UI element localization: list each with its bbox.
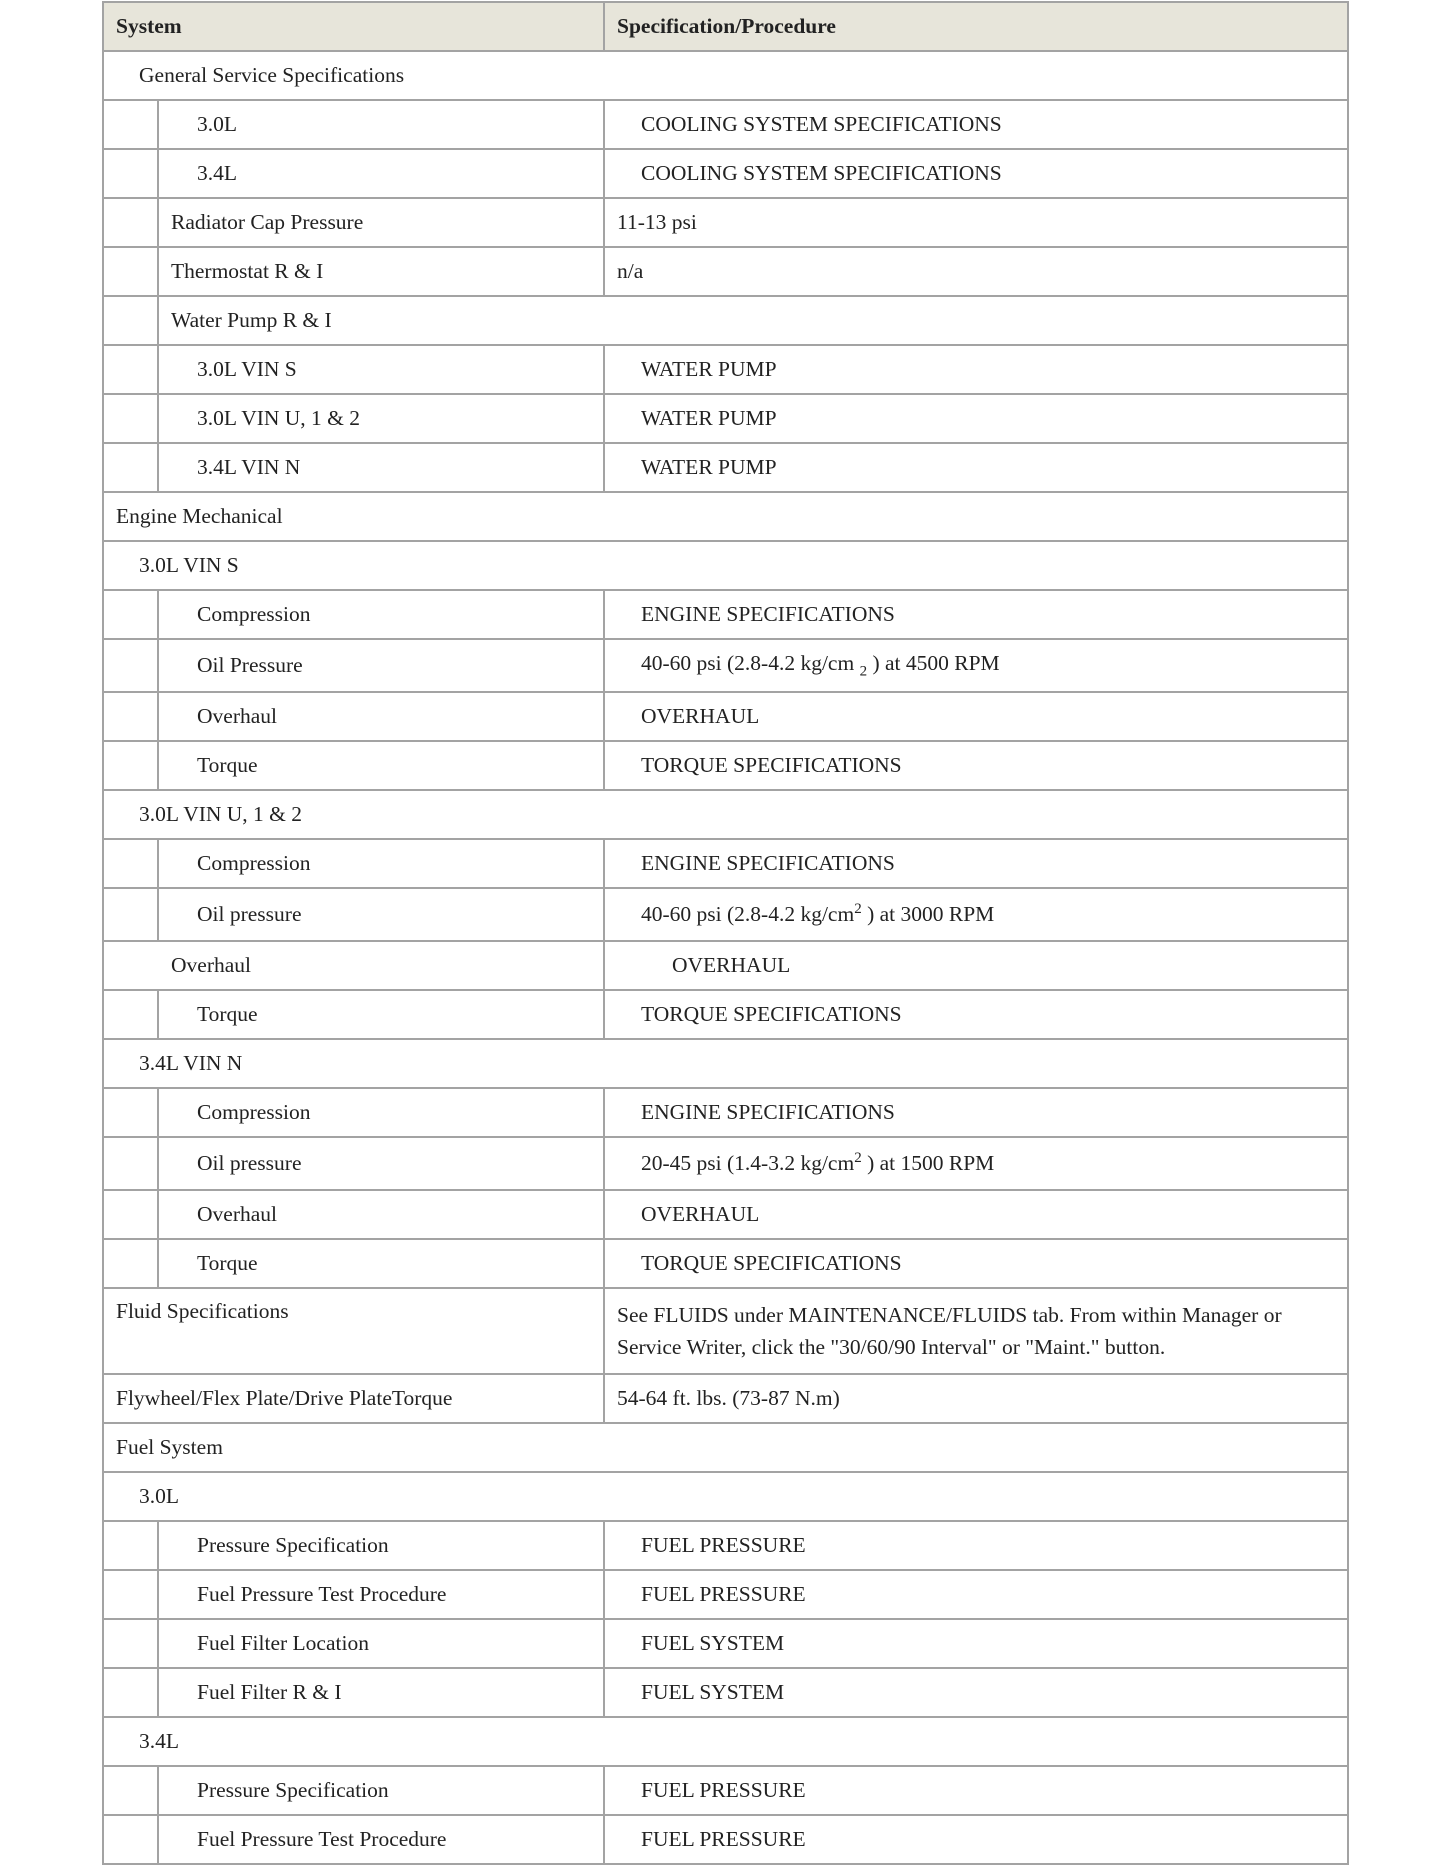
row-value: ENGINE SPECIFICATIONS: [604, 1088, 1348, 1137]
row-value: ENGINE SPECIFICATIONS: [604, 590, 1348, 639]
row-label: Overhaul: [158, 1190, 604, 1239]
indent-cell: [103, 590, 158, 639]
table-body: [103, 51, 1348, 1864]
row-label: Radiator Cap Pressure: [158, 198, 604, 247]
row-value: COOLING SYSTEM SPECIFICATIONS: [604, 100, 1348, 149]
indent-cell: [103, 692, 158, 741]
subsection-heading: 3.4L: [103, 1717, 1348, 1766]
header-system: System: [103, 2, 604, 51]
table-row: [103, 1717, 1348, 1766]
row-label: Thermostat R & I: [158, 247, 604, 296]
table-row: [103, 1288, 1348, 1374]
header-specification: Specification/Procedure: [604, 2, 1348, 51]
indent-cell: [103, 639, 158, 692]
table-row: [103, 1619, 1348, 1668]
indent-cell: [103, 1239, 158, 1288]
value-text: 40-60 psi (2.8-4.2 kg/cm: [641, 902, 855, 927]
indent-cell: [103, 1766, 158, 1815]
row-label: Compression: [158, 1088, 604, 1137]
row-label: Pressure Specification: [158, 1766, 604, 1815]
subsection-heading: 3.0L: [103, 1472, 1348, 1521]
row-value: n/a: [604, 247, 1348, 296]
superscript-text: 2: [854, 901, 862, 918]
section-heading: Fuel System: [103, 1423, 1348, 1472]
table-row: [103, 247, 1348, 296]
row-value: FUEL PRESSURE: [604, 1521, 1348, 1570]
row-label: 3.0L: [158, 100, 604, 149]
value-text: 20-45 psi (1.4-3.2 kg/cm: [641, 1151, 855, 1176]
row-label: 3.0L VIN U, 1 & 2: [158, 394, 604, 443]
table-row: [103, 1668, 1348, 1717]
row-label: Overhaul: [158, 692, 604, 741]
indent-cell: [103, 443, 158, 492]
indent-cell: [103, 1815, 158, 1864]
table-row: [103, 198, 1348, 247]
table-row: [103, 296, 1348, 345]
table-row: [103, 639, 1348, 692]
indent-cell: [103, 198, 158, 247]
row-label: Fuel Filter Location: [158, 1619, 604, 1668]
table-row: [103, 1521, 1348, 1570]
table-row: [103, 1039, 1348, 1088]
indent-cell: [103, 345, 158, 394]
table-row: [103, 51, 1348, 100]
row-value: WATER PUMP: [604, 443, 1348, 492]
table-row: [103, 1137, 1348, 1190]
row-value: See FLUIDS under MAINTENANCE/FLUIDS tab. From within Manager or Service Writer, click the "30/60/90 Interval" or "Maint." button.: [604, 1288, 1348, 1374]
table-row: [103, 149, 1348, 198]
subsection-heading: General Service Specifications: [103, 51, 1348, 100]
row-value: 11-13 psi: [604, 198, 1348, 247]
value-text: ) at 4500 RPM: [867, 650, 1000, 675]
row-label: Oil pressure: [158, 1137, 604, 1190]
indent-cell: [103, 247, 158, 296]
row-value: [604, 1137, 1348, 1190]
indent-cell: [103, 1088, 158, 1137]
indent-cell: [103, 149, 158, 198]
row-value: WATER PUMP: [604, 394, 1348, 443]
value-text: ) at 3000 RPM: [861, 902, 995, 927]
row-value: OVERHAUL: [604, 692, 1348, 741]
subsection-heading: 3.0L VIN U, 1 & 2: [103, 790, 1348, 839]
table-row: [103, 345, 1348, 394]
indent-cell: [103, 1137, 158, 1190]
row-value: TORQUE SPECIFICATIONS: [604, 1239, 1348, 1288]
indent-cell: [103, 296, 158, 345]
row-label: Oil Pressure: [158, 639, 604, 692]
table-row: [103, 1570, 1348, 1619]
table-row: [103, 1423, 1348, 1472]
row-value: COOLING SYSTEM SPECIFICATIONS: [604, 149, 1348, 198]
table-row: [103, 394, 1348, 443]
indent-cell: [103, 1668, 158, 1717]
table-row: [103, 1239, 1348, 1288]
table-header-row: [103, 2, 1348, 51]
row-label: Pressure Specification: [158, 1521, 604, 1570]
table-row: [103, 541, 1348, 590]
row-label: Water Pump R & I: [158, 296, 1348, 345]
row-label: Flywheel/Flex Plate/Drive PlateTorque: [103, 1374, 604, 1423]
subsection-heading: 3.4L VIN N: [103, 1039, 1348, 1088]
subscript-text: 2: [859, 663, 868, 680]
table-row: [103, 1472, 1348, 1521]
row-value: [604, 639, 1348, 692]
row-label: Torque: [158, 990, 604, 1039]
table-row: [103, 1766, 1348, 1815]
row-label: Overhaul: [103, 941, 604, 990]
row-label: Fuel Pressure Test Procedure: [158, 1570, 604, 1619]
table-row: [103, 1815, 1348, 1864]
table-row: [103, 790, 1348, 839]
superscript-text: 2: [854, 1150, 862, 1167]
row-value: FUEL SYSTEM: [604, 1668, 1348, 1717]
table-row: [103, 692, 1348, 741]
row-label: 3.4L VIN N: [158, 443, 604, 492]
table-row: [103, 1374, 1348, 1423]
indent-cell: [103, 100, 158, 149]
table-row: [103, 443, 1348, 492]
subsection-heading: 3.0L VIN S: [103, 541, 1348, 590]
row-value: ENGINE SPECIFICATIONS: [604, 839, 1348, 888]
table-row: [103, 1088, 1348, 1137]
table-row: [103, 741, 1348, 790]
row-value: WATER PUMP: [604, 345, 1348, 394]
row-label: Fuel Pressure Test Procedure: [158, 1815, 604, 1864]
indent-cell: [103, 839, 158, 888]
row-value: [604, 888, 1348, 941]
table-row: [103, 990, 1348, 1039]
value-text: 40-60 psi (2.8-4.2 kg/cm: [641, 650, 860, 675]
row-label: Torque: [158, 1239, 604, 1288]
table-row: [103, 839, 1348, 888]
indent-cell: [103, 1190, 158, 1239]
indent-cell: [103, 1521, 158, 1570]
section-heading: Engine Mechanical: [103, 492, 1348, 541]
indent-cell: [103, 888, 158, 941]
table-row: [103, 100, 1348, 149]
indent-cell: [103, 990, 158, 1039]
indent-cell: [103, 741, 158, 790]
row-value: TORQUE SPECIFICATIONS: [604, 741, 1348, 790]
value-text: ) at 1500 RPM: [861, 1151, 995, 1176]
row-label: 3.0L VIN S: [158, 345, 604, 394]
row-label: Compression: [158, 590, 604, 639]
row-label: Fluid Specifications: [103, 1288, 604, 1374]
table-row: [103, 590, 1348, 639]
row-value: FUEL PRESSURE: [604, 1815, 1348, 1864]
indent-cell: [103, 1570, 158, 1619]
specification-table: [102, 1, 1349, 1865]
row-value: 54-64 ft. lbs. (73-87 N.m): [604, 1374, 1348, 1423]
table-row: [103, 492, 1348, 541]
table-row: [103, 888, 1348, 941]
row-label: Oil pressure: [158, 888, 604, 941]
table-row: [103, 1190, 1348, 1239]
row-value: OVERHAUL: [604, 941, 1348, 990]
row-value: FUEL PRESSURE: [604, 1570, 1348, 1619]
row-value: FUEL PRESSURE: [604, 1766, 1348, 1815]
row-value: TORQUE SPECIFICATIONS: [604, 990, 1348, 1039]
row-label: 3.4L: [158, 149, 604, 198]
row-label: Fuel Filter R & I: [158, 1668, 604, 1717]
row-value: FUEL SYSTEM: [604, 1619, 1348, 1668]
row-value: OVERHAUL: [604, 1190, 1348, 1239]
indent-cell: [103, 1619, 158, 1668]
table-row: [103, 941, 1348, 990]
row-label: Torque: [158, 741, 604, 790]
indent-cell: [103, 394, 158, 443]
row-label: Compression: [158, 839, 604, 888]
